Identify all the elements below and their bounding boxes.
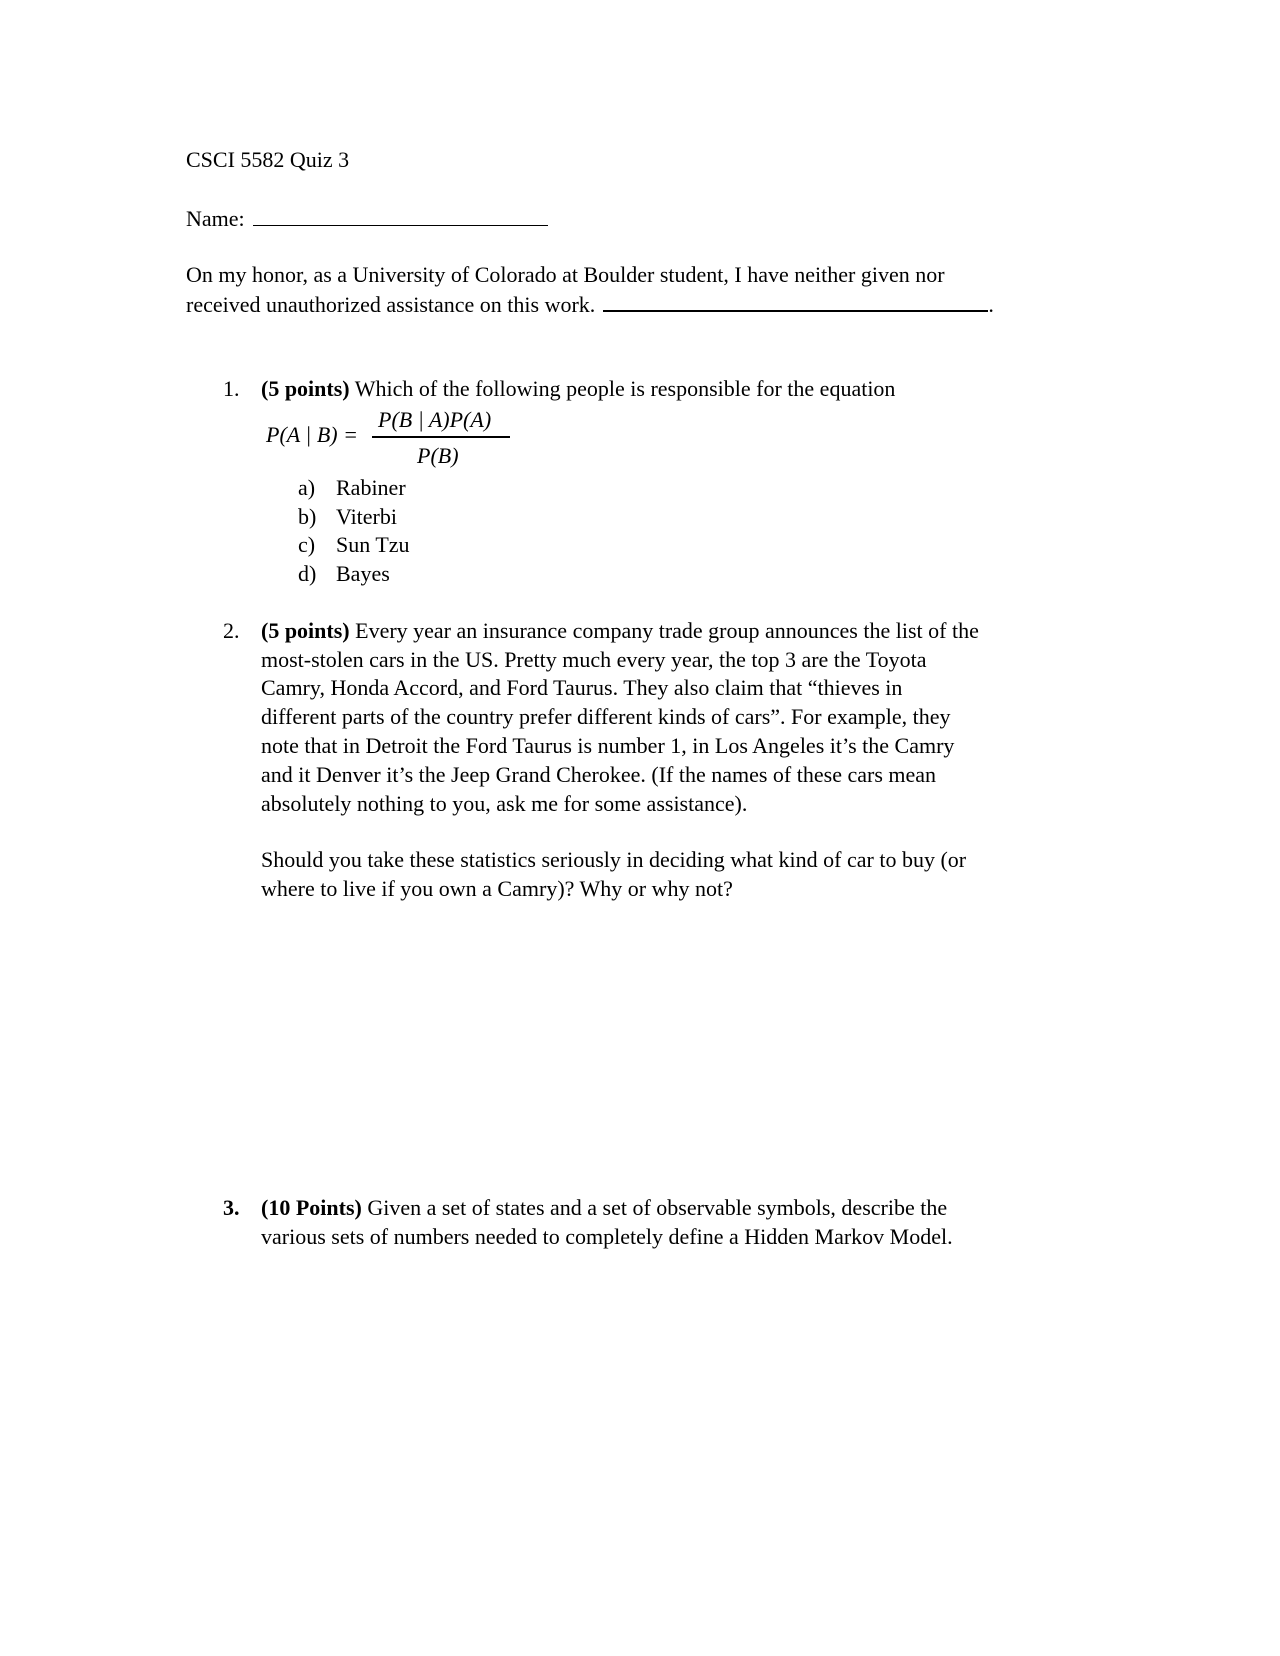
option-text: Rabiner xyxy=(336,475,406,500)
option-text: Sun Tzu xyxy=(336,532,410,557)
q1-number: 1. xyxy=(223,376,240,401)
q2-question-line-1: Should you take these statistics seriously in deciding what kind of car to buy (or xyxy=(261,847,967,872)
q2-line-7: absolutely nothing to you, ask me for some assistance). xyxy=(261,791,748,816)
honor-period: . xyxy=(988,292,994,317)
q2-line-5: note that in Detroit the Ford Taurus is number 1, in Los Angeles it’s the Camry xyxy=(261,733,955,758)
q3-line-2: various sets of numbers needed to completely define a Hidden Markov Model. xyxy=(261,1224,953,1249)
q2-question-line-2: where to live if you own a Camry)? Why or why not? xyxy=(261,876,733,901)
q2-line-4: different parts of the country prefer different kinds of cars”. For example, they xyxy=(261,704,951,729)
q2-points: (5 points) xyxy=(261,618,350,643)
q2-line-2: most-stolen cars in the US. Pretty much every year, the top 3 are the Toyota xyxy=(261,647,927,672)
q3-line-1-text: Given a set of states and a set of observable symbols, describe the xyxy=(367,1195,948,1220)
option-text: Bayes xyxy=(336,561,390,586)
name-label: Name: xyxy=(186,206,245,231)
q2-line-1 xyxy=(261,618,979,644)
quiz-title: CSCI 5582 Quiz 3 xyxy=(186,147,350,172)
equation-denominator: P(B) xyxy=(417,443,459,468)
equation-lhs: P(A | B) = xyxy=(266,422,358,447)
option-letter: a) xyxy=(298,475,316,500)
honor-line-2-text: received unauthorized assistance on this work. xyxy=(186,292,596,317)
honor-signature-field[interactable] xyxy=(603,290,988,312)
q3-points: (10 Points) xyxy=(261,1195,362,1220)
name-field[interactable] xyxy=(253,205,548,226)
q3-line-1 xyxy=(261,1195,947,1221)
q1-points: (5 points) xyxy=(261,376,350,401)
q1-prompt xyxy=(261,376,895,402)
option-letter: d) xyxy=(298,561,317,586)
q2-line-1-text: Every year an insurance company trade group announces the list of the xyxy=(355,618,979,643)
fraction-bar xyxy=(372,436,510,438)
option-letter: c) xyxy=(298,532,316,557)
q2-line-3: Camry, Honda Accord, and Ford Taurus. They also claim that “thieves in xyxy=(261,675,903,700)
option-letter: b) xyxy=(298,504,317,529)
q2-number: 2. xyxy=(223,618,240,643)
q3-number: 3. xyxy=(223,1195,240,1220)
honor-line-1: On my honor, as a University of Colorado at Boulder student, I have neither given nor xyxy=(186,262,945,287)
q2-line-6: and it Denver it’s the Jeep Grand Cherokee. (If the names of these cars mean xyxy=(261,762,937,787)
name-row xyxy=(186,205,548,232)
honor-line-2 xyxy=(186,290,994,318)
option-text: Viterbi xyxy=(336,504,397,529)
q1-text: Which of the following people is responsible for the equation xyxy=(354,376,896,401)
equation-numerator: P(B | A)P(A) xyxy=(378,407,492,432)
